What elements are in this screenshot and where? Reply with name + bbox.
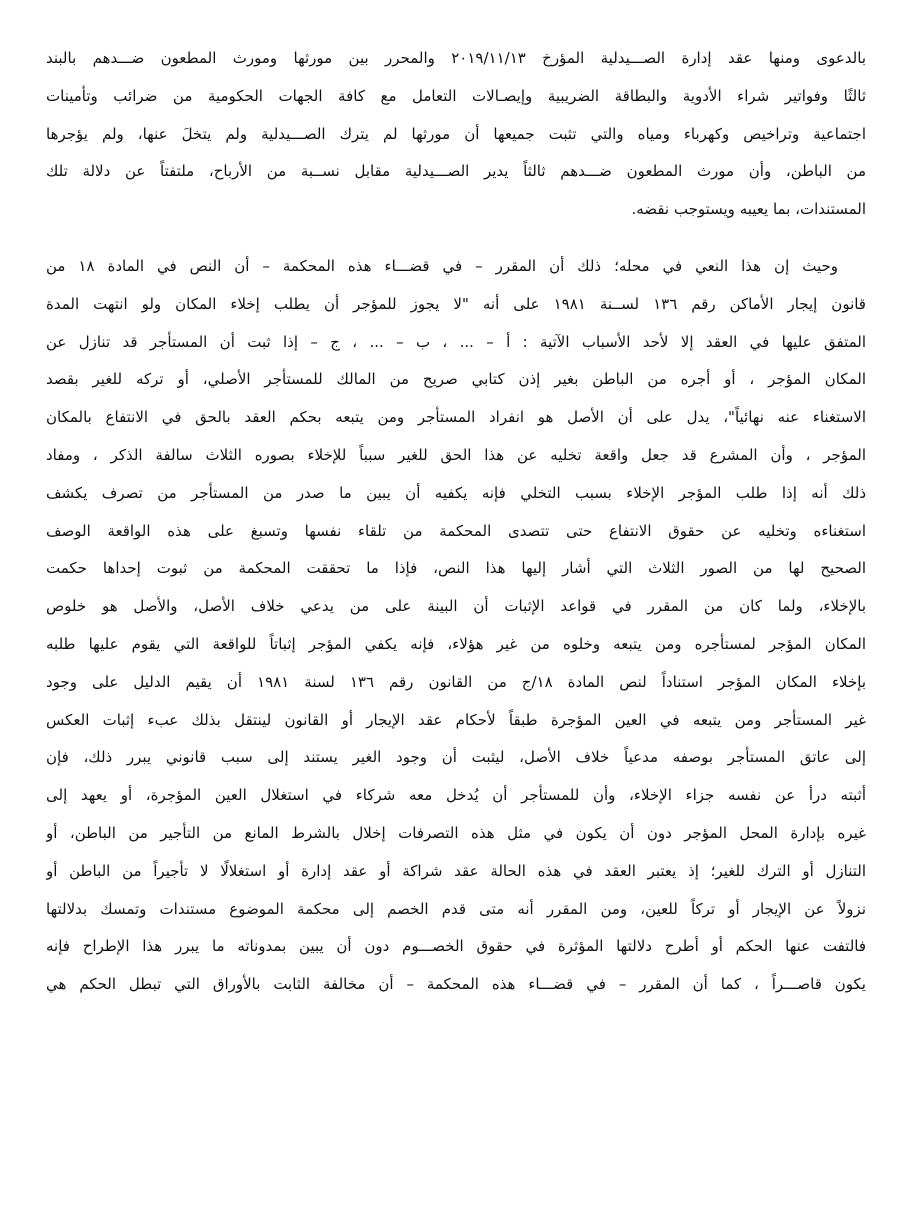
- text-line: الاستغناء عنه نهائياً"، يدل على أن الأصل هو انفراد المستأجر ومن يتبعه بحكم العقد بالحق في الانتفاع بالمكان: [46, 408, 866, 427]
- text-line: غير المستأجر ومن يتبعه في العين المؤجرة طبقاً لأحكام عقد الإيجار أو القانون لينتقل بذلك عبء إثبات العكس: [46, 710, 866, 729]
- text-line: من الباطن، وأن مورث المطعون ضـــدهم ثالثاً يدير الصـــيدلية مقابل نســبة من الأرباح، ملتفتاً عن دلالة تلك: [46, 162, 866, 181]
- text-line: ثالثًا وفواتير شراء الأدوية والبطاقة الضريبية وإيصـالات التعامل مع كافة الجهات الحكومية من ضرائب وتأمينات: [46, 86, 866, 105]
- text-line: الصحيح لها من الصور الثلاث التي أشار إليها هذا النص، فإذا ما تحققت المحكمة من ثبوت إحداها حكمت: [46, 559, 866, 578]
- paragraph: [46, 248, 866, 1042]
- text-line: نزولاً عن الإيجار أو تركاً للعين، ومن المقرر أنه متى قدم الخصم إلى محكمة الموضوع مستندات وتمسك بدلالتها: [46, 899, 866, 918]
- text-line: بإخلاء المكان المؤجر استناداً لنص المادة ١٨/ج من القانون رقم ١٣٦ لسنة ١٩٨١ أن يقيم الدليل على وجود: [46, 672, 866, 691]
- text-line: المستندات، بما يعيبه ويستوجب نقضه.: [631, 200, 866, 219]
- text-line: إلى عاتق المستأجر بوصفه مدعياً خلاف الأصل، ليثبت أن وجود الغير يستند إلى سبب قانوني يبرر ذلك، فإن: [46, 748, 866, 767]
- text-line: المتفق عليها في العقد إلا لأحد الأسباب الآتية : أ – ... ، ب – ... ، ج – إذا ثبت أن المستأجر قد تنازل عن: [46, 332, 866, 351]
- text-line: المكان المؤجر لمستأجره ومن يتبعه وخلوه من غير هؤلاء، فإنه يكفي المؤجر إثباتاً للواقعة التي يقوم عليها طلبه: [46, 634, 866, 653]
- text-line: بالدعوى ومنها عقد إدارة الصـــيدلية المؤرخ ٢٠١٩/١١/١٣ والمحرر بين مورثها ومورث المطعون ضـــدهم بالبند: [46, 49, 866, 67]
- text-line: [46, 1004, 866, 1042]
- text-line: استغناءه وتخليه عن حقوق الانتفاع حتى تتصدى المحكمة من تلقاء نفسها وتسبغ على هذه الواقعة الوصف: [46, 521, 866, 540]
- text-line: وحيث إن هذا النعي في محله؛ ذلك أن المقرر – في قضـــاء هذه المحكمة – أن النص في المادة ١٨ من: [46, 256, 838, 275]
- text-line: بالإخلاء، ولما كان من المقرر في قواعد الإثبات أن البينة على من يدعي خلاف الأصل، والأصل هو خلوص: [46, 597, 866, 616]
- text-line: أثبته درأ عن نفسه جزاء الإخلاء، وأن للمستأجر أن يُدخل معه شركاء في استغلال العين المؤجرة، أو يعهد إلى: [46, 786, 866, 805]
- paragraph-spacer: [46, 229, 866, 248]
- text-line: فالتفت عنها الحكم أو أطرح دلالتها المؤثرة في حقوق الخصـــوم دون أن يبين بمدوناته ما يبرر هذا الإطراح فإنه: [46, 937, 866, 956]
- document-page: [46, 40, 866, 1042]
- text-line: التنازل أو الترك للغير؛ إذ يعتبر العقد في هذه الحالة عقد شراكة أو عقد إدارة أو استغلالًا لا تأجيراً من الباطن أو: [46, 861, 866, 880]
- paragraph: [46, 40, 866, 229]
- text-line: ذلك أنه إذا طلب المؤجر الإخلاء بسبب التخلي فإنه يكفيه أن يبين ما صدر من المستأجر من تصرف يكشف: [46, 483, 866, 502]
- text-line: قانون إيجار الأماكن رقم ١٣٦ لســنة ١٩٨١ على أنه "لا يجوز للمؤجر أن يطلب إخلاء المكان ولو انتهت المدة: [46, 294, 866, 313]
- text-line: المؤجر ، وأن المشرع قد جعل واقعة تخليه عن هذا الحق للغير سبباً للإخلاء بصوره الثلاث سالفة الذكر ، ومفاد: [46, 445, 866, 464]
- text-line: اجتماعية وتراخيص وكهرباء ومياه والتي تثبت جميعها أن مورثها لم يترك الصـــيدلية ولم يتخلَ عنها، ولم يؤجرها: [46, 124, 866, 143]
- text-line: المكان المؤجر ، أو أجره من الباطن بغير إذن كتابي صريح من المالك للمستأجر الأصلي، أو تركه للغير بقصد: [46, 370, 866, 389]
- text-line: غيره بإدارة المحل المؤجر دون أن يكون في مثل هذه التصرفات إخلال بالشرط المانع من التأجير من الباطن، أو: [46, 823, 866, 842]
- text-line: يكون قاصـــراً ، كما أن المقرر – في قضـــاء هذه المحكمة – أن مخالفة الثابت بالأوراق التي تبطل الحكم هي: [46, 975, 866, 994]
